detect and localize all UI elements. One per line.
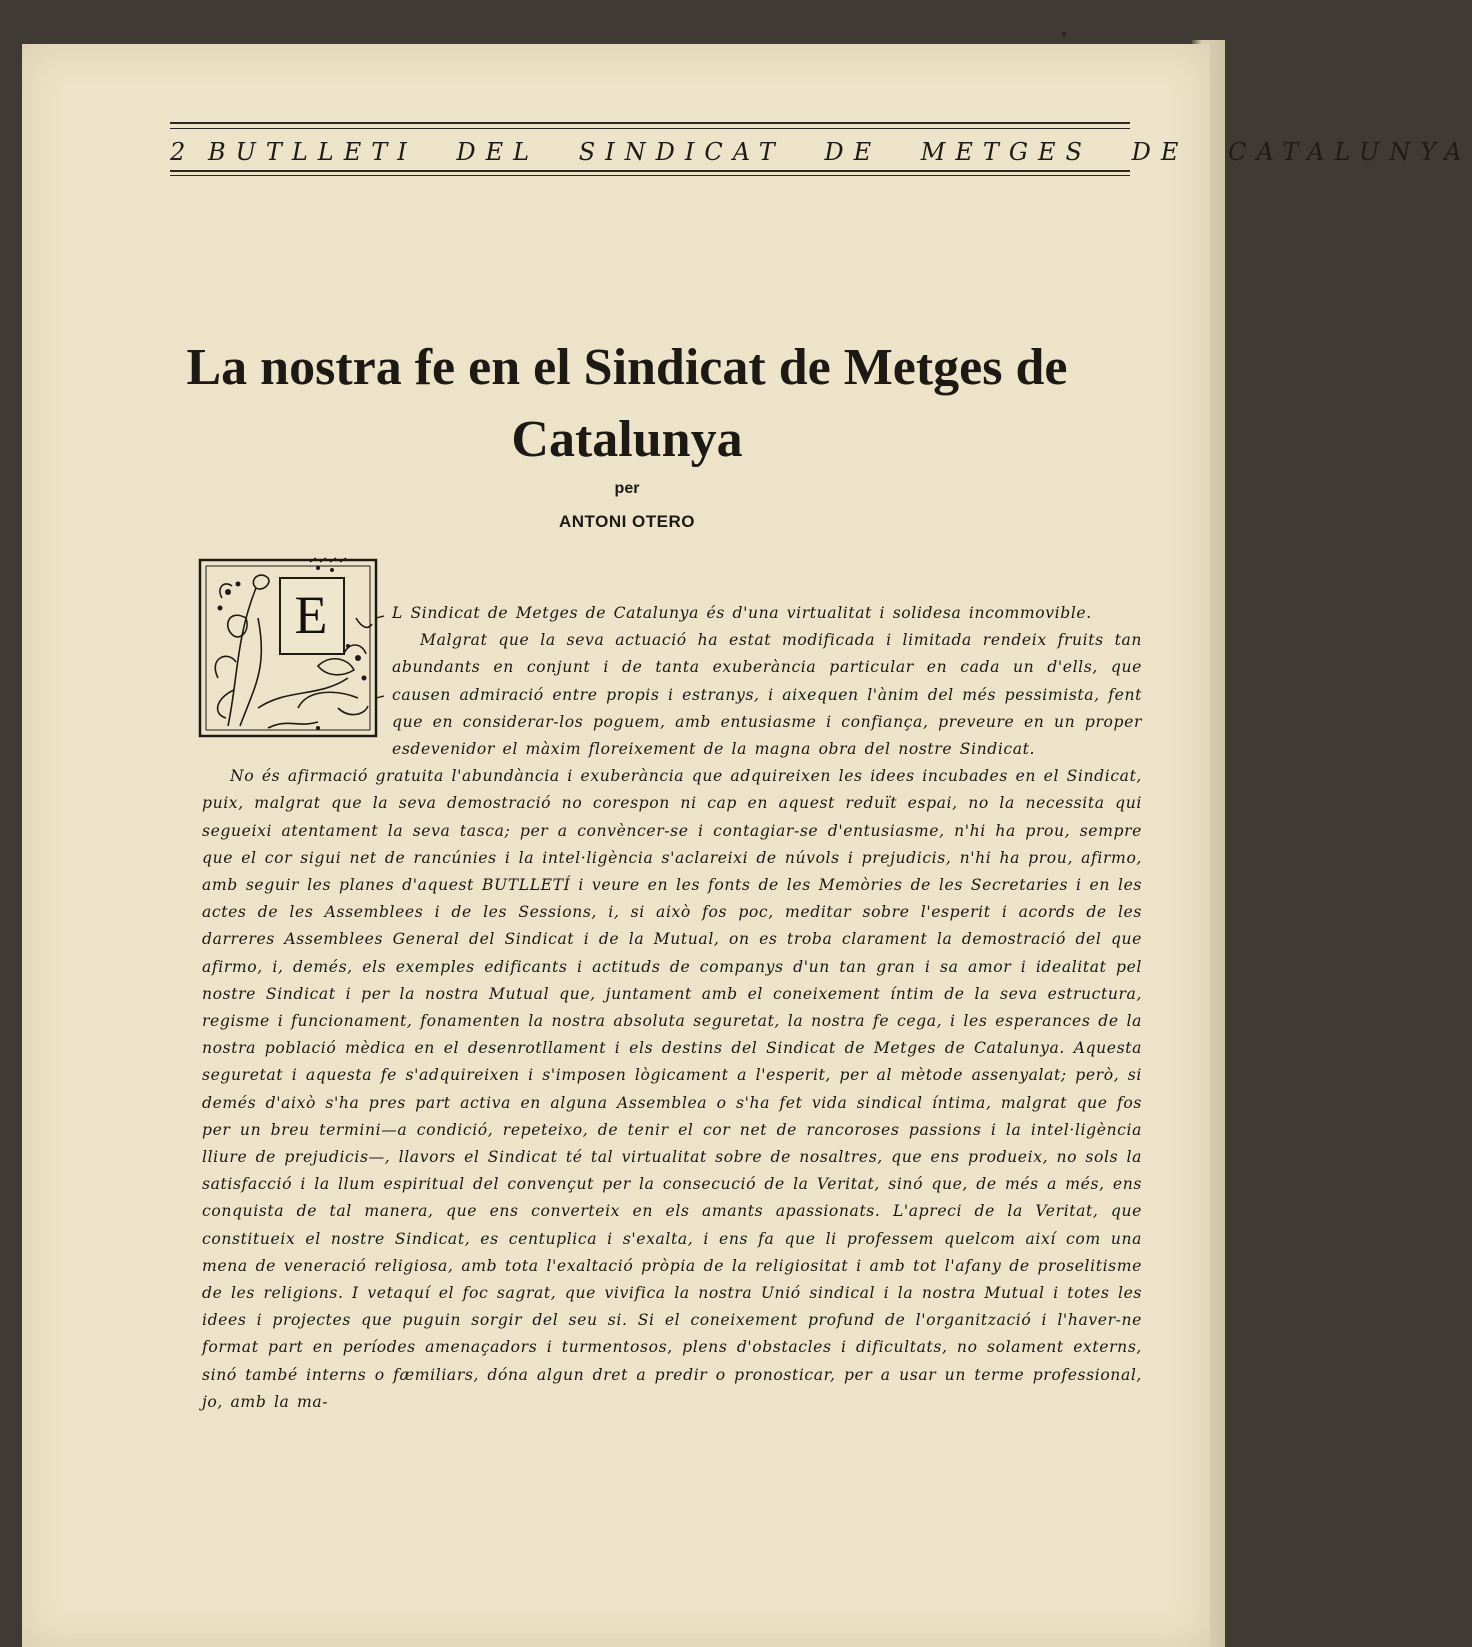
page-number: 2: [170, 138, 188, 166]
article-title: La nostra fe en el Sindicat de Metges de Catalunya: [186, 339, 1068, 468]
article-paragraph-3: No és afirmació gratuita l'abundància i exuberància que adquireixen les idees incubades en el Sindicat, puix, malgrat que la seva demostració no corespon ni cap en aquest reduït espai, no la necessita qui segueixi atentament la seva tasca; per a convèncer-se i contagiar-se d'entusiasme, n'hi ha prou, sempre que el cor sigui net de rancúnies i la intel·ligència s'aclareixi de núvols i prejudicis, n'hi ha prou, afirmo, amb seguir les planes d'aquest BUTLLETÍ i veure en les fonts de les Memòries de les Secretaries i en les actes de les Assemblees i de les Sessions, i, si això fos poc, meditar sobre l'esperit i acords de les darreres Assemblees General del Sindicat i de la Mutual, on es troba clarament la demostració del que afirmo, i, demés, els exemples edificants i actituds de companys d'un tan gran i sa amor i idealitat pel nostre Sindicat i per la nostra Mutual que, juntament amb el coneixement íntim de la seva estructura, regisme i funcionament, fonamenten la nostra absoluta seguretat, la nostra fe cega, i les esperances de la nostra població mèdica en el desenrotllament i els destins del Sindicat de Metges de Catalunya. Aquesta seguretat i aquesta fe s'adquireixen i s'imposen lògicament a l'esperit, per al mètode assenyalat; però, si demés d'això s'ha pres part activa en alguna Assemblea o s'ha fet vida sindical íntima, malgrat que fos per un breu termini—a condició, repeteixo, de tenir el cor net de rancoroses passions i la intel·ligència lliure de prejudicis—, llavors el Sindicat té tal virtualitat sobre de nosaltres, que ens produeix, no sols la satisfacció i la llum espiritual del convençut per la consecució de la Veritat, sinó que, de més a més, ens conquista de tal manera, que ens converteix en els amants apassionats. L'apreci de la Veritat, que constitueix el nostre Sindicat, es centuplica i s'exalta, i ens fa que li professem quelcom així com una mena de veneració religiosa, amb tota l'exaltació pròpia de la religiositat i amb tot l'afany de proselitisme de les religions. I vetaquí el foc sagrat, que vivifica la nostra Unió sindical i la nostra Mutual i totes les idees i projectes que puguin sorgir del seu si. Si el coneixement profund de l'organització i l'haver-ne format part en períodes amenaçadors i turmentosos, plens d'obstacles i dificultats, no solament externs, sinó també interns o fæmiliars, dóna algun dret a predir o pronosticar, per a usar un terme professional, jo, amb la ma-: [202, 767, 1142, 1411]
drop-cap-letter: E: [294, 585, 328, 645]
article-body: [202, 600, 1142, 1416]
document-page: [22, 44, 1472, 1647]
drop-cap-spacer: [202, 600, 392, 748]
running-header: [170, 80, 1472, 166]
header-line: [170, 138, 1472, 168]
scan-speck: [1062, 32, 1066, 36]
header-rule-bottom: [170, 170, 1130, 172]
article-paragraph-1: L Sindicat de Metges de Catalunya és d'una virtualitat i solidesa incommovible.: [392, 604, 1092, 622]
header-rule-top: [170, 122, 1130, 124]
running-title: BUTLLETI DEL SINDICAT DE METGES DE CATALUNYA: [208, 138, 1472, 166]
article-paragraph-2: Malgrat que la seva actuació ha estat modificada i limitada rendeix fruits tan abundants en conjunt i de tanta exuberància particular en cada un d'ells, que causen admiració entre propis i estranys, i aixequen l'ànim del més pessimista, fent que en considerar-los poguem, amb entusiasme i confiança, preveure en un proper esdevenidor el màxim floreixement de la magna obra del nostre Sindicat.: [392, 631, 1142, 759]
article-author: ANTONI OTERO: [558, 512, 696, 531]
byline-per: per: [614, 480, 640, 497]
header-rule-bottom-thin: [170, 175, 1130, 176]
header-rule-top-thin: [170, 128, 1130, 129]
